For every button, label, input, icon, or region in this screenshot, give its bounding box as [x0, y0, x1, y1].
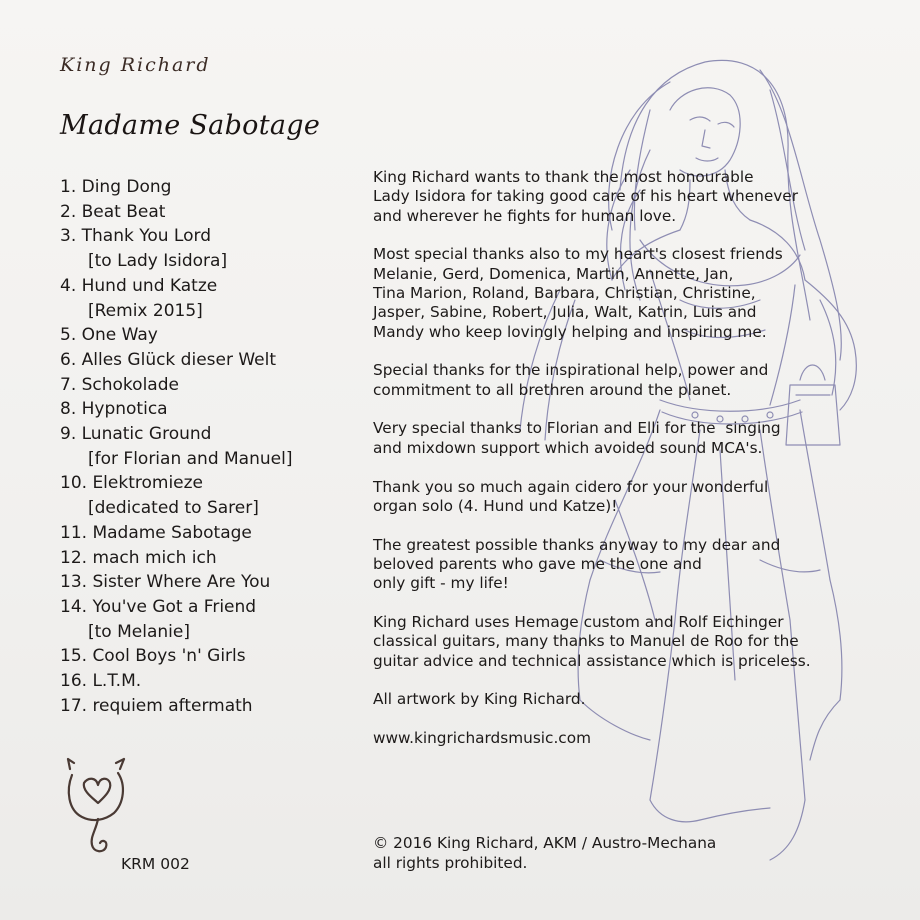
- note-line: and wherever he fights for human love.: [373, 206, 677, 225]
- track-title: 7. Schokolade: [60, 374, 179, 395]
- note-line: Jasper, Sabine, Robert, Julia, Walt, Katrin, Luis and: [373, 303, 757, 322]
- track-dedication: [dedicated to Sarer]: [88, 498, 259, 519]
- liner-notes: [373, 168, 873, 768]
- copyright-line: © 2016 King Richard, AKM / Austro-Mechana: [373, 834, 717, 852]
- note-line: commitment to all brethren around the planet.: [373, 380, 732, 399]
- track-title: 1. Ding Dong: [60, 177, 172, 197]
- track-title: 4. Hund und Katze: [60, 275, 218, 296]
- artwork-credit: [373, 690, 873, 709]
- track-title: 9. Lunatic Ground: [60, 424, 212, 445]
- track-item: [60, 274, 350, 323]
- track-dedication: [for Florian and Manuel]: [88, 448, 293, 469]
- track-item: [60, 669, 350, 694]
- track-title: 12. mach mich ich: [60, 547, 217, 568]
- note-line: guitar advice and technical assistance which is priceless.: [373, 651, 811, 670]
- track-item: [60, 521, 350, 546]
- track-title: 3. Thank You Lord: [60, 226, 211, 247]
- track-item: [60, 397, 350, 422]
- track-dedication: [to Melanie]: [88, 621, 190, 642]
- thanks-friends-paragraph: [373, 245, 873, 341]
- note-line: Thank you so much again cidero for your wonderful: [373, 477, 769, 496]
- note-line: organ solo (4. Hund und Katze)!: [373, 496, 618, 515]
- copyright-notice: [373, 834, 716, 873]
- note-line: Melanie, Gerd, Domenica, Martin, Annette, Jan,: [373, 264, 734, 283]
- note-line: classical guitars, many thanks to Manuel de Roo for the: [373, 632, 799, 651]
- note-line: only gift - my life!: [373, 574, 509, 593]
- guitars-paragraph: [373, 613, 873, 671]
- track-title: 2. Beat Beat: [60, 201, 166, 222]
- track-title: 11. Madame Sabotage: [60, 522, 252, 543]
- track-item: [60, 644, 350, 669]
- catalog-number: KRM 002: [121, 855, 190, 873]
- track-item: [60, 546, 350, 571]
- track-title: 14. You've Got a Friend: [60, 596, 257, 617]
- note-line: Most special thanks also to my heart's closest friends: [373, 245, 783, 264]
- thanks-isidora-paragraph: [373, 168, 873, 226]
- track-title: 5. One Way: [60, 325, 158, 346]
- track-item: [60, 570, 350, 595]
- note-line: King Richard uses Hemage custom and Rolf Eichinger: [373, 613, 784, 632]
- track-item: [60, 323, 350, 348]
- track-title: 13. Sister Where Are You: [60, 572, 271, 593]
- track-dedication: [to Lady Isidora]: [88, 251, 228, 272]
- track-item: [60, 224, 350, 273]
- track-item: [60, 200, 350, 225]
- track-dedication: [Remix 2015]: [88, 300, 203, 321]
- note-line: The greatest possible thanks anyway to my dear and: [373, 535, 781, 554]
- note-line: www.kingrichardsmusic.com: [373, 729, 591, 748]
- note-line: and mixdown support which avoided sound MCA's.: [373, 438, 763, 457]
- note-line: Tina Marion, Roland, Barbara, Christian, Christine,: [373, 283, 756, 302]
- track-item: [60, 348, 350, 373]
- note-line: All artwork by King Richard.: [373, 690, 586, 709]
- track-title: 6. Alles Glück dieser Welt: [60, 349, 277, 370]
- track-item: [60, 471, 350, 520]
- note-line: beloved parents who gave me the one and: [373, 554, 702, 573]
- thanks-mixdown-paragraph: [373, 419, 873, 458]
- album-title: Madame Sabotage: [60, 110, 321, 141]
- note-line: Special thanks for the inspirational help, power and: [373, 361, 769, 380]
- thanks-organ-paragraph: [373, 478, 873, 517]
- note-line: Very special thanks to Florian and Elli for the singing: [373, 419, 781, 438]
- track-item: [60, 694, 350, 719]
- track-title: 17. requiem aftermath: [60, 695, 253, 716]
- track-title: 8. Hypnotica: [60, 399, 168, 420]
- note-line: Mandy who keep lovingly helping and inspiring me.: [373, 322, 767, 341]
- track-item: [60, 373, 350, 398]
- note-line: Lady Isidora for taking good care of his heart whenever: [373, 187, 798, 206]
- thanks-brethren-paragraph: [373, 361, 873, 400]
- track-title: 16. L.T.M.: [60, 671, 142, 692]
- heart-creature-logo-icon: [62, 755, 132, 860]
- note-line: King Richard wants to thank the most honourable: [373, 168, 754, 186]
- track-list: [60, 175, 350, 718]
- copyright-line: all rights prohibited.: [373, 853, 528, 872]
- thanks-parents-paragraph: [373, 536, 873, 594]
- track-item: [60, 595, 350, 644]
- website-url: [373, 729, 873, 748]
- track-item: [60, 422, 350, 471]
- track-title: 15. Cool Boys 'n' Girls: [60, 646, 246, 667]
- track-title: 10. Elektromieze: [60, 473, 204, 494]
- track-item: [60, 175, 350, 200]
- artist-signature: King Richard: [60, 54, 211, 76]
